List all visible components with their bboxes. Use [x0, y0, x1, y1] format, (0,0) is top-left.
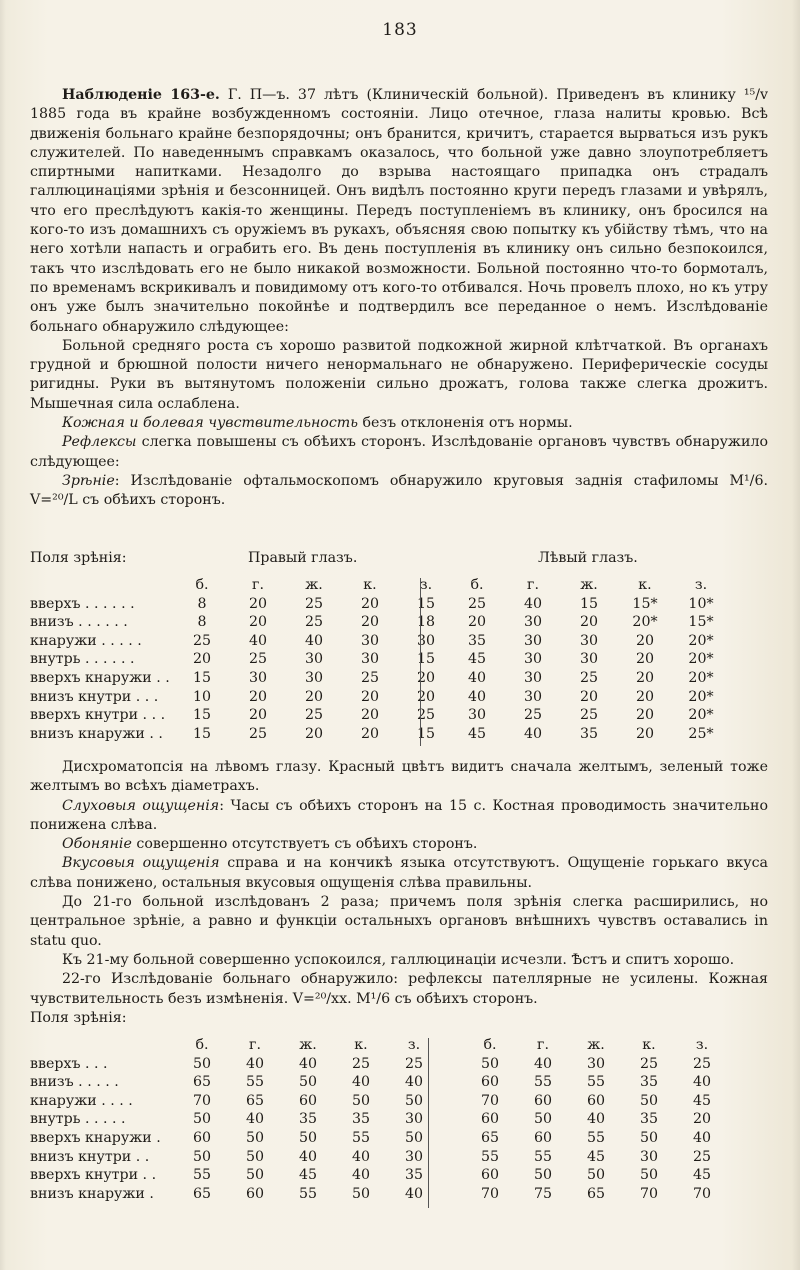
- paragraph: [30, 854, 768, 893]
- left-eye-cell: 10*: [688, 595, 714, 612]
- table-row: [30, 1129, 780, 1148]
- right-eye-cell: 20: [192, 651, 212, 668]
- paragraph-text: Дисхроматопсія на лѣвомъ глазу. Красный цвѣтъ видитъ сначала желтымъ, зеленый тоже желтымъ во всѣхъ діаметрахъ.: [30, 759, 768, 795]
- left-eye-cell: 55: [586, 1129, 606, 1146]
- table1-divider: [420, 578, 421, 746]
- left-eye-cell: 45: [692, 1167, 712, 1184]
- table-row: [30, 1148, 780, 1167]
- left-eye-cell: 50: [586, 1167, 606, 1184]
- column-header-right: к.: [363, 577, 377, 593]
- column-header-right: к.: [354, 1037, 368, 1053]
- right-eye-cell: 20: [248, 707, 268, 724]
- left-eye-cell: 65: [480, 1129, 500, 1146]
- left-eye-cell: 30: [523, 688, 543, 705]
- paragraph-text: Къ 21-му больной совершенно успокоился, галлюцинаціи исчезли. Ѣстъ и спитъ хорошо.: [62, 951, 735, 968]
- left-eye-cell: 20: [635, 725, 655, 742]
- right-eye-cell: 55: [192, 1167, 212, 1184]
- paragraph: [30, 414, 768, 433]
- left-eye-cell: 30: [523, 632, 543, 649]
- left-eye-cell: 50: [639, 1167, 659, 1184]
- left-eye-cell: 20: [635, 688, 655, 705]
- left-eye-cell: 15*: [632, 595, 658, 612]
- right-eye-cell: 25: [404, 1055, 424, 1072]
- left-eye-cell: 30: [523, 614, 543, 631]
- column-header-right: б.: [195, 1037, 209, 1053]
- left-eye-cell: 60: [586, 1092, 606, 1109]
- left-eye-cell: 30: [639, 1148, 659, 1165]
- left-eye-cell: 35: [639, 1074, 659, 1091]
- column-header-left: б.: [470, 577, 484, 593]
- right-eye-cell: 50: [192, 1148, 212, 1165]
- column-header-right: ж.: [305, 577, 323, 593]
- left-eye-cell: 45: [586, 1148, 606, 1165]
- paragraph-text: Г. П—ъ. 37 лѣтъ (Клиническій больной). Приведенъ въ клинику ¹⁵/v 1885 года въ крайне возбужденномъ состояніи. Лицо отечное, глаза налиты кровью. Всѣ движенія больнаго крайне безпорядочны; онъ бранится, кричитъ, старается вырваться изъ рукъ служителей. По наведеннымъ справкамъ оказалось, что больной уже давно злоупотребляетъ спиртными напитками. Незадолго до взрыва настоящаго припадка онъ страдалъ галлюцинаціями зрѣнія и безсонницей. Онъ видѣлъ постоянно круги передъ глазами и увѣрялъ, что его преслѣдуютъ какія-то женщины. Передъ поступленіемъ въ клинику, онъ бросился на кого-то изъ домашнихъ съ оружіемъ въ рукахъ, объясняя свою попытку къ убійству тѣмъ, что на него хотѣли напасть и ограбить его. Въ день поступленія въ клинику онъ сильно безпокоился, такъ что изслѣдовать его не было никакой возможности. Больной постоянно что-то бормоталъ, по временамъ вскрикивалъ и повидимому отъ кого-то отбивался. Ночь провелъ плохо, но къ утру онъ уже былъ значительно покойнѣе и подтвердилъ все переданное о немъ. Изслѣдованіе больнаго обнаружило слѣдующее:: [30, 87, 768, 335]
- right-eye-cell: 25: [192, 632, 212, 649]
- row-label: вверхъ кнутри . . .: [30, 707, 166, 724]
- right-eye-cell: 30: [304, 669, 324, 686]
- column-header-left: з.: [694, 577, 708, 593]
- right-eye-cell: 50: [404, 1129, 424, 1146]
- left-eye-cell: 60: [533, 1129, 553, 1146]
- row-label: внизъ . . . . . .: [30, 614, 128, 631]
- right-eye-cell: 20: [360, 725, 380, 742]
- left-eye-cell: 20*: [688, 688, 714, 705]
- right-eye-cell: 20: [416, 669, 436, 686]
- right-eye-cell: 25: [248, 651, 268, 668]
- table-row: [30, 632, 780, 651]
- right-eye-cell: 50: [298, 1129, 318, 1146]
- right-eye-cell: 65: [192, 1185, 212, 1202]
- paragraph-text: справа и на кончикѣ языка отсутствуютъ. Ощущеніе горькаго вкуса слѣва понижено, остальныя вкусовыя ощущенія слѣва правильны.: [30, 855, 768, 891]
- row-label: кнаружи . . . .: [30, 1092, 133, 1109]
- left-eye-cell: 40: [586, 1111, 606, 1128]
- left-eye-cell: 40: [467, 688, 487, 705]
- table-row: [30, 1055, 780, 1074]
- section-term: Слуховыя ощущенія: [62, 797, 220, 814]
- left-eye-cell: 25: [692, 1148, 712, 1165]
- paragraph: [30, 758, 768, 797]
- left-eye-cell: 20*: [632, 614, 658, 631]
- column-header-left: г.: [527, 577, 539, 593]
- paragraph-text: : Изслѣдованіе офтальмоскопомъ обнаружило круговыя заднія стафиломы M¹/6. V=²⁰/L съ обѣихъ сторонъ.: [30, 472, 768, 509]
- left-eye-cell: 60: [480, 1074, 500, 1091]
- paragraph: [30, 472, 768, 511]
- right-eye-cell: 60: [192, 1129, 212, 1146]
- left-eye-cell: 30: [523, 651, 543, 668]
- left-eye-cell: 20*: [688, 669, 714, 686]
- left-eye-cell: 15*: [688, 614, 714, 631]
- left-eye-cell: 20: [579, 688, 599, 705]
- right-eye-cell: 10: [192, 688, 212, 705]
- right-eye-cell: 40: [298, 1055, 318, 1072]
- right-eye-cell: 55: [298, 1185, 318, 1202]
- left-eye-cell: 50: [480, 1055, 500, 1072]
- table-row: [30, 725, 780, 744]
- right-eye-cell: 20: [416, 688, 436, 705]
- right-eye-cell: 40: [248, 632, 268, 649]
- row-label: вверхъ . . .: [30, 1055, 108, 1072]
- observation-text-2: [30, 758, 768, 1009]
- left-eye-cell: 20: [635, 669, 655, 686]
- right-eye-cell: 50: [245, 1167, 265, 1184]
- right-eye-cell: 55: [245, 1074, 265, 1091]
- right-eye-cell: 50: [404, 1092, 424, 1109]
- table2-body: [30, 1036, 780, 1203]
- left-eye-cell: 60: [480, 1111, 500, 1128]
- paragraph: [30, 86, 768, 337]
- table1-title: Поля зрѣнія:: [30, 550, 127, 566]
- right-eye-cell: 50: [245, 1129, 265, 1146]
- left-eye-cell: 25: [467, 595, 487, 612]
- column-header-left: г.: [537, 1037, 549, 1053]
- right-eye-cell: 25: [351, 1055, 371, 1072]
- section-term: Рефлексы: [62, 434, 137, 451]
- left-eye-cell: 55: [533, 1074, 553, 1091]
- row-label: внизъ . . . . .: [30, 1074, 119, 1091]
- right-eye-cell: 60: [245, 1185, 265, 1202]
- right-eye-cell: 65: [245, 1092, 265, 1109]
- left-eye-cell: 20: [692, 1111, 712, 1128]
- right-eye-cell: 20: [360, 707, 380, 724]
- left-eye-cell: 35: [467, 632, 487, 649]
- left-eye-cell: 55: [586, 1074, 606, 1091]
- right-eye-cell: 30: [404, 1111, 424, 1128]
- left-eye-cell: 50: [533, 1111, 553, 1128]
- row-label: вверхъ кнутри . .: [30, 1167, 157, 1184]
- right-eye-cell: 40: [351, 1074, 371, 1091]
- row-label: внутрь . . . . . .: [30, 651, 135, 668]
- left-eye-cell: 70: [639, 1185, 659, 1202]
- left-eye-cell: 20: [579, 614, 599, 631]
- left-eye-cell: 25: [579, 707, 599, 724]
- right-eye-cell: 25: [304, 614, 324, 631]
- paragraph-text: : Часы съ обѣихъ сторонъ на 15 с. Костная проводимость значительно понижена слѣва.: [30, 797, 768, 833]
- left-eye-cell: 65: [586, 1185, 606, 1202]
- right-eye-cell: 15: [192, 707, 212, 724]
- page-number: 183: [382, 20, 418, 40]
- left-eye-cell: 20: [467, 614, 487, 631]
- table-row: [30, 650, 780, 669]
- right-eye-cell: 8: [197, 595, 207, 612]
- left-eye-cell: 30: [586, 1055, 606, 1072]
- right-eye-cell: 30: [360, 632, 380, 649]
- observation-heading: Наблюденіе 163-е.: [62, 87, 220, 103]
- left-eye-cell: 50: [639, 1129, 659, 1146]
- column-header-left: б.: [483, 1037, 497, 1053]
- table1-body: [30, 576, 780, 743]
- right-eye-cell: 20: [248, 688, 268, 705]
- left-eye-cell: 70: [692, 1185, 712, 1202]
- left-eye-cell: 25: [639, 1055, 659, 1072]
- row-label: внизъ кнутри . .: [30, 1148, 150, 1165]
- right-eye-cell: 50: [192, 1111, 212, 1128]
- left-eye-cell: 40: [523, 725, 543, 742]
- table-header-row: [30, 576, 780, 595]
- table-row: [30, 706, 780, 725]
- paragraph: [30, 970, 768, 1009]
- right-eye-cell: 50: [351, 1185, 371, 1202]
- row-label: внутрь . . . . .: [30, 1111, 126, 1128]
- right-eye-cell: 15: [416, 725, 436, 742]
- left-eye-cell: 20*: [688, 707, 714, 724]
- paragraph: [30, 835, 768, 854]
- column-header-right: б.: [195, 577, 209, 593]
- paragraph-text: До 21-го больной изслѣдованъ 2 раза; причемъ поля зрѣнія слегка расширились, но центральное зрѣніе, а равно и функціи остальныхъ органовъ внѣшнихъ чувствъ оставались in statu quo.: [30, 894, 768, 949]
- section-term: Кожная и болевая чувствительность: [62, 415, 358, 432]
- right-eye-cell: 40: [298, 1148, 318, 1165]
- right-eye-cell: 15: [416, 595, 436, 612]
- left-eye-cell: 20: [635, 632, 655, 649]
- right-eye-cell: 40: [404, 1185, 424, 1202]
- paragraph-text: Больной средняго роста съ хорошо развитой подкожной жирной клѣтчаткой. Въ органахъ грудной и брюшной полости ничего ненормальнаго не обнаружено. Периферическіе сосуды ригидны. Руки въ вытянутомъ положеніи сильно дрожатъ, голова также слегка дрожитъ. Мышечная сила ослаблена.: [30, 337, 768, 412]
- right-eye-cell: 18: [416, 614, 436, 631]
- right-eye-cell: 8: [197, 614, 207, 631]
- paragraph: [30, 893, 768, 951]
- left-eye-cell: 40: [692, 1129, 712, 1146]
- right-eye-cell: 40: [245, 1055, 265, 1072]
- left-eye-cell: 55: [480, 1148, 500, 1165]
- right-eye-cell: 40: [404, 1074, 424, 1091]
- section-term: Вкусовыя ощущенія: [62, 855, 220, 872]
- left-eye-cell: 60: [480, 1167, 500, 1184]
- table-row: [30, 1110, 780, 1129]
- right-eye-cell: 15: [192, 725, 212, 742]
- table-row: [30, 688, 780, 707]
- column-header-left: к.: [642, 1037, 656, 1053]
- right-eye-cell: 55: [351, 1129, 371, 1146]
- left-eye-cell: 20*: [688, 632, 714, 649]
- row-label: внизъ кнаружи . .: [30, 725, 163, 742]
- right-eye-cell: 20: [304, 725, 324, 742]
- right-eye-cell: 45: [298, 1167, 318, 1184]
- left-eye-cell: 15: [579, 595, 599, 612]
- left-eye-cell: 45: [467, 725, 487, 742]
- column-header-right: ж.: [299, 1037, 317, 1053]
- left-eye-cell: 20: [635, 651, 655, 668]
- left-eye-cell: 40: [533, 1055, 553, 1072]
- row-label: внизъ кнаружи .: [30, 1185, 154, 1202]
- left-eye-cell: 75: [533, 1185, 553, 1202]
- left-eye-cell: 60: [533, 1092, 553, 1109]
- left-eye-cell: 35: [579, 725, 599, 742]
- paragraph-text: безъ отклоненія отъ нормы.: [357, 415, 573, 432]
- section-term: Обоняніе: [62, 836, 132, 853]
- paragraph: [30, 951, 768, 970]
- table-row: [30, 613, 780, 632]
- table-row: [30, 669, 780, 688]
- column-header-left: ж.: [580, 577, 598, 593]
- row-label: вверхъ кнаружи .: [30, 1129, 161, 1146]
- table1-right-eye-header: Правый глазъ.: [248, 550, 358, 566]
- table-row: [30, 1073, 780, 1092]
- left-eye-cell: 30: [467, 707, 487, 724]
- right-eye-cell: 20: [360, 595, 380, 612]
- right-eye-cell: 25: [248, 725, 268, 742]
- paragraph: [30, 433, 768, 472]
- page-edge-shadow: [0, 0, 6, 1270]
- paragraph-text: совершенно отсутствуетъ съ обѣихъ сторонъ.: [131, 836, 478, 853]
- right-eye-cell: 25: [416, 707, 436, 724]
- row-label: кнаружи . . . . .: [30, 632, 142, 649]
- paragraph-text: 22-го Изслѣдованіе больнаго обнаружило: рефлексы пателлярные не усилены. Кожная чувствительность безъ измѣненія. V=²⁰/xx. M¹/6 съ обѣихъ сторонъ.: [30, 971, 768, 1007]
- right-eye-cell: 30: [404, 1148, 424, 1165]
- right-eye-cell: 15: [192, 669, 212, 686]
- left-eye-cell: 70: [480, 1092, 500, 1109]
- right-eye-cell: 40: [351, 1148, 371, 1165]
- table2-divider: [428, 1038, 429, 1208]
- right-eye-cell: 30: [248, 669, 268, 686]
- left-eye-cell: 55: [533, 1148, 553, 1165]
- right-eye-cell: 70: [192, 1092, 212, 1109]
- paragraph: [30, 797, 768, 836]
- right-eye-cell: 25: [304, 707, 324, 724]
- left-eye-cell: 30: [523, 669, 543, 686]
- right-eye-cell: 15: [416, 651, 436, 668]
- column-header-left: з.: [695, 1037, 709, 1053]
- table-row: [30, 595, 780, 614]
- right-eye-cell: 30: [360, 651, 380, 668]
- right-eye-cell: 50: [298, 1074, 318, 1091]
- page-fold-shadow: [792, 0, 800, 1270]
- section-term: Зрѣніе: [62, 472, 115, 489]
- table2-title: Поля зрѣнія:: [30, 1010, 127, 1026]
- left-eye-cell: 25: [523, 707, 543, 724]
- right-eye-cell: 20: [248, 614, 268, 631]
- paragraph: [30, 337, 768, 414]
- left-eye-cell: 25*: [688, 725, 714, 742]
- right-eye-cell: 40: [304, 632, 324, 649]
- column-header-left: к.: [638, 577, 652, 593]
- right-eye-cell: 50: [192, 1055, 212, 1072]
- column-header-right: г.: [252, 577, 264, 593]
- left-eye-cell: 25: [579, 669, 599, 686]
- left-eye-cell: 20*: [688, 651, 714, 668]
- left-eye-cell: 20: [635, 707, 655, 724]
- left-eye-cell: 30: [579, 632, 599, 649]
- left-eye-cell: 30: [579, 651, 599, 668]
- paragraph-text: слегка повышены съ обѣихъ сторонъ. Изслѣдованіе органовъ чувствъ обнаружило слѣдующее:: [30, 434, 768, 470]
- right-eye-cell: 30: [416, 632, 436, 649]
- row-label: вверхъ кнаружи . .: [30, 669, 170, 686]
- right-eye-cell: 40: [351, 1167, 371, 1184]
- column-header-right: г.: [249, 1037, 261, 1053]
- row-label: внизъ кнутри . . .: [30, 688, 159, 705]
- table-row: [30, 1166, 780, 1185]
- right-eye-cell: 30: [304, 651, 324, 668]
- right-eye-cell: 20: [360, 614, 380, 631]
- left-eye-cell: 50: [533, 1167, 553, 1184]
- left-eye-cell: 25: [692, 1055, 712, 1072]
- table-row: [30, 1092, 780, 1111]
- right-eye-cell: 20: [248, 595, 268, 612]
- left-eye-cell: 45: [467, 651, 487, 668]
- right-eye-cell: 50: [351, 1092, 371, 1109]
- right-eye-cell: 35: [298, 1111, 318, 1128]
- column-header-right: з.: [407, 1037, 421, 1053]
- left-eye-cell: 45: [692, 1092, 712, 1109]
- observation-text: [30, 86, 768, 511]
- right-eye-cell: 20: [360, 688, 380, 705]
- right-eye-cell: 40: [245, 1111, 265, 1128]
- right-eye-cell: 35: [404, 1167, 424, 1184]
- table-row: [30, 1185, 780, 1204]
- left-eye-cell: 40: [523, 595, 543, 612]
- row-label: вверхъ . . . . . .: [30, 595, 135, 612]
- table1-left-eye-header: Лѣвый глазъ.: [538, 550, 638, 566]
- column-header-left: ж.: [587, 1037, 605, 1053]
- left-eye-cell: 40: [467, 669, 487, 686]
- column-header-right: з.: [419, 577, 433, 593]
- right-eye-cell: 60: [298, 1092, 318, 1109]
- right-eye-cell: 25: [360, 669, 380, 686]
- right-eye-cell: 25: [304, 595, 324, 612]
- right-eye-cell: 20: [304, 688, 324, 705]
- table-header-row: [30, 1036, 780, 1055]
- left-eye-cell: 40: [692, 1074, 712, 1091]
- left-eye-cell: 50: [639, 1092, 659, 1109]
- right-eye-cell: 50: [245, 1148, 265, 1165]
- left-eye-cell: 35: [639, 1111, 659, 1128]
- right-eye-cell: 65: [192, 1074, 212, 1091]
- right-eye-cell: 35: [351, 1111, 371, 1128]
- left-eye-cell: 70: [480, 1185, 500, 1202]
